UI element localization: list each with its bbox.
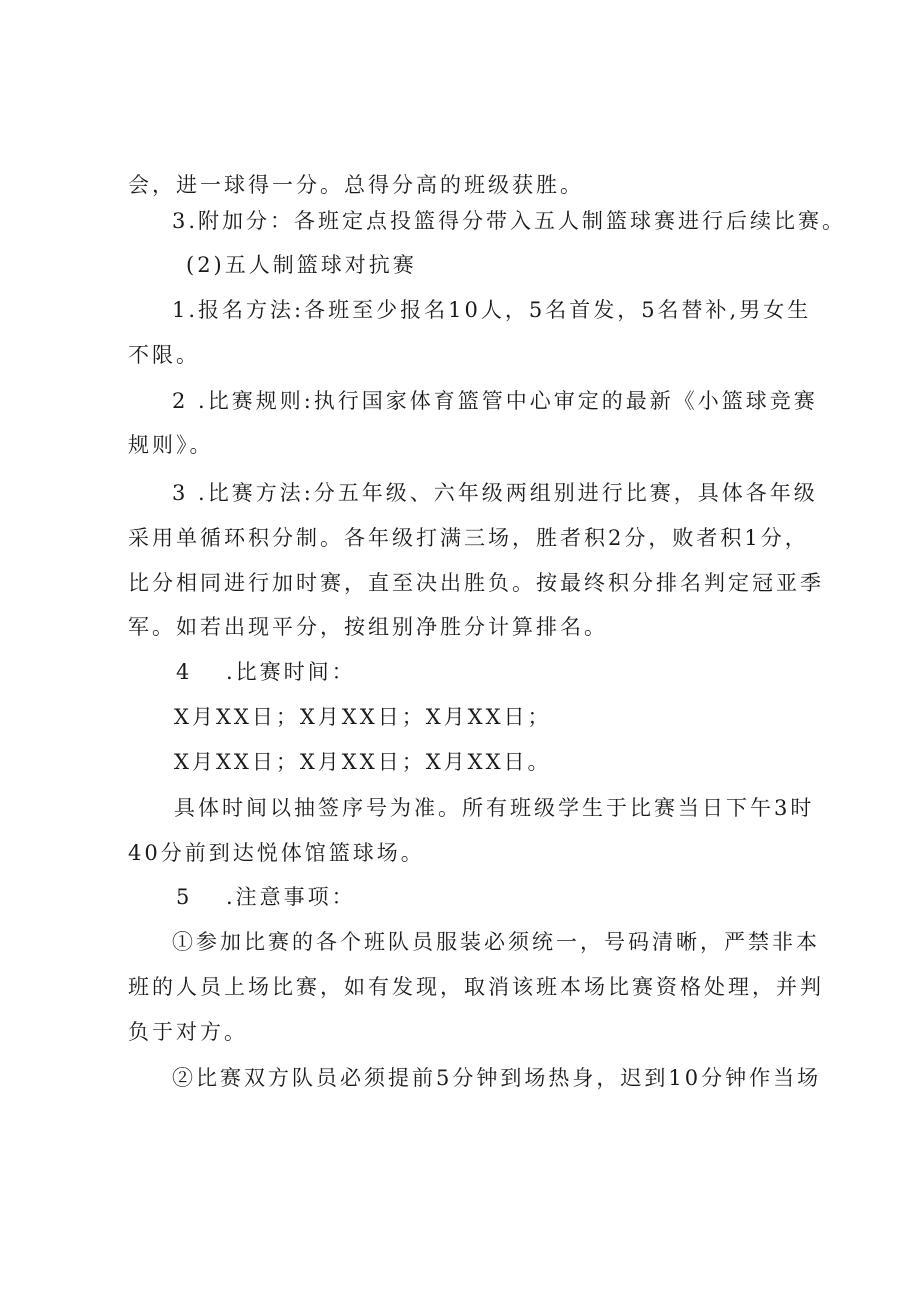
text-line-11: 军。如若出现平分，按组别净胜分计算排名。 [128,615,608,639]
item-4-text: .比赛时间： [226,660,356,684]
item-5-text: .注意事项： [226,885,356,909]
text-line-10: 比分相同进行加时赛，直至决出胜负。按最终积分排名判定冠亚季 [128,571,824,595]
item-4-number: 4 [176,660,193,684]
text-line-15: 40分前到达悦体馆篮球场。 [128,841,425,865]
text-line-5: 不限。 [128,343,200,367]
text-line-4: 1.报名方法:各班至少报名10人，5名首发，5名替补,男女生 [172,298,812,322]
text-line-14: 具体时间以抽签序号为准。所有班级学生于比赛当日下午3时 [174,796,815,820]
section-heading: (2)五人制篮球对抗赛 [186,253,417,277]
text-line-19: ②比赛双方队员必须提前5分钟到场热身，迟到10分钟作当场 [172,1066,822,1090]
item-5-number: 5 [176,885,193,909]
text-line-18: 负于对方。 [128,1020,248,1044]
text-line-16: ①参加比赛的各个班队员服装必须统一，号码清晰，严禁非本 [172,930,820,954]
item-4-line [176,662,356,683]
text-line-17: 班的人员上场比赛，如有发现，取消该班本场比赛资格处理，并判 [128,975,824,999]
text-line-7: 规则》。 [128,433,214,457]
text-line-2: 3.附加分：各班定点投篮得分带入五人制篮球赛进行后续比赛。 [172,209,847,233]
item-5-line [176,887,356,908]
text-line-6: 2 .比赛规则:执行国家体育篮管中心审定的最新《小篮球竞赛 [172,389,818,413]
date-line-2: X月XX日；X月XX日；X月XX日。 [174,750,552,774]
text-line-8: 3 .比赛方法:分五年级、六年级两组别进行比赛，具体各年级 [172,481,818,505]
text-line-9: 采用单循环积分制。各年级打满三场，胜者积2分，败者积1分， [128,526,809,550]
text-line-1: 会，进一球得一分。总得分高的班级获胜。 [128,173,584,197]
date-line-1: X月XX日；X月XX日；X月XX日； [174,705,552,729]
